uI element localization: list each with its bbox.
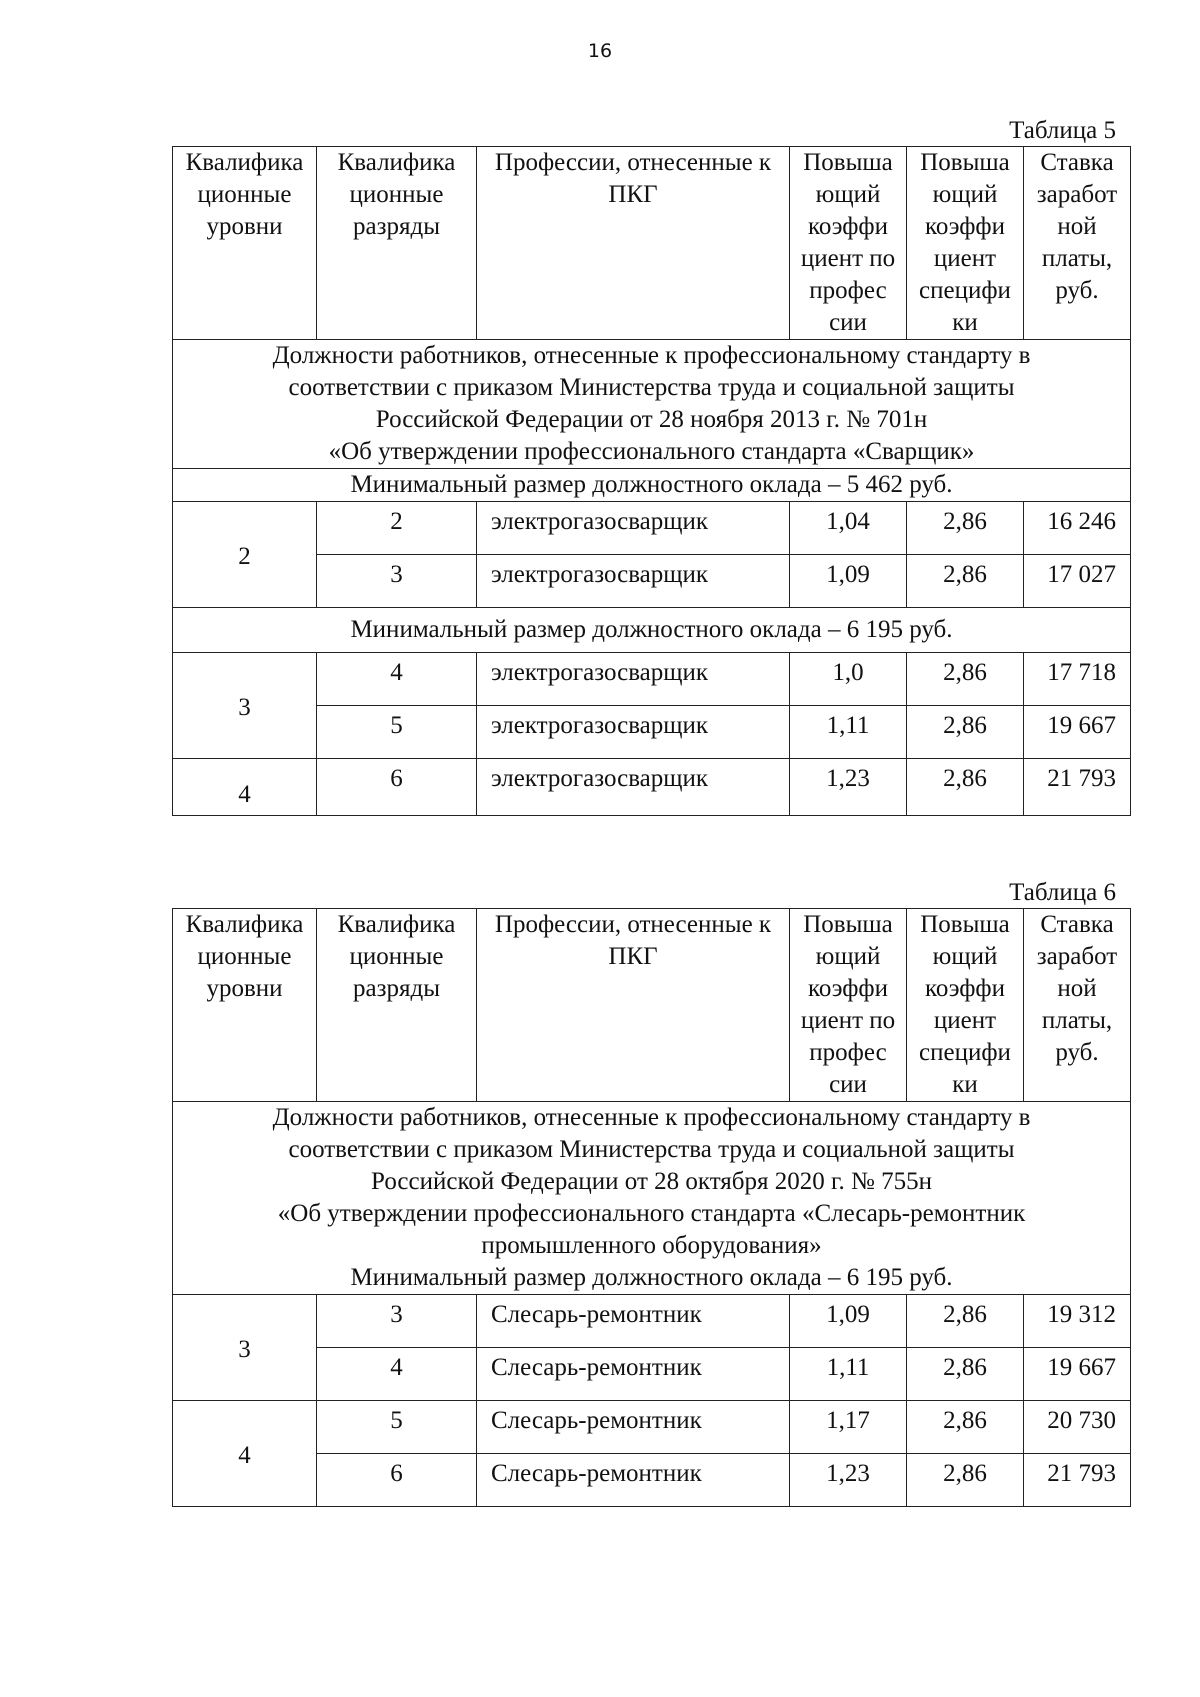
section-title — [173, 340, 1131, 469]
header-rate: Ставка заработ ной платы, руб. — [1024, 147, 1131, 340]
section-line: Российской Федерации от 28 ноября 2013 г. № 701н — [375, 406, 928, 433]
profession-cell: Слесарь-ремонтник — [477, 1454, 790, 1507]
coef-specifics-cell: 2,86 — [907, 1348, 1024, 1401]
table-row — [173, 759, 1131, 816]
coef-profession-cell: 1,09 — [790, 1295, 907, 1348]
level-cell: 3 — [173, 653, 317, 759]
table-row — [173, 1295, 1131, 1348]
header-coef-profession: Повыша ющий коэффи циент по профес сии — [790, 909, 907, 1102]
grade-cell: 3 — [317, 555, 477, 608]
section-line: Должности работников, отнесенные к профессиональному стандарту в — [272, 342, 1031, 369]
table-6-caption: Таблица 6 — [1009, 879, 1116, 906]
profession-cell: Слесарь-ремонтник — [477, 1401, 790, 1454]
header-coef-specifics: Повыша ющий коэффи циент специфи ки — [907, 909, 1024, 1102]
table-row — [173, 653, 1131, 706]
page-number: 16 — [587, 40, 613, 62]
section-line: соответствии с приказом Министерства труда и социальной защиты — [288, 1136, 1015, 1163]
header-grades: Квалифика ционные разряды — [317, 909, 477, 1102]
grade-cell: 2 — [317, 502, 477, 555]
coef-specifics-cell: 2,86 — [907, 1454, 1024, 1507]
rate-cell: 16 246 — [1024, 502, 1131, 555]
rate-cell: 17 718 — [1024, 653, 1131, 706]
level-cell: 4 — [173, 759, 317, 816]
table-header-row — [173, 147, 1131, 340]
rate-cell: 20 730 — [1024, 1401, 1131, 1454]
table-row — [173, 1401, 1131, 1454]
table-header-row — [173, 909, 1131, 1102]
table-row — [173, 706, 1131, 759]
coef-specifics-cell: 2,86 — [907, 502, 1024, 555]
min-salary-text: Минимальный размер должностного оклада – 6 195 руб. — [173, 608, 1131, 653]
grade-cell: 5 — [317, 706, 477, 759]
coef-profession-cell: 1,11 — [790, 1348, 907, 1401]
table-6-container — [172, 878, 1130, 1507]
min-salary-row — [173, 469, 1131, 502]
grade-cell: 3 — [317, 1295, 477, 1348]
coef-profession-cell: 1,17 — [790, 1401, 907, 1454]
section-line: промышленного оборудования» — [481, 1232, 822, 1259]
grade-cell: 5 — [317, 1401, 477, 1454]
coef-specifics-cell: 2,86 — [907, 1401, 1024, 1454]
rate-cell: 17 027 — [1024, 555, 1131, 608]
section-line: Российской Федерации от 28 октября 2020 г. № 755н — [371, 1168, 932, 1195]
profession-cell: Слесарь-ремонтник — [477, 1295, 790, 1348]
rate-cell: 19 667 — [1024, 706, 1131, 759]
rate-cell: 19 312 — [1024, 1295, 1131, 1348]
level-cell: 2 — [173, 502, 317, 608]
table-5-container — [172, 116, 1130, 816]
table-row — [173, 555, 1131, 608]
min-salary-row — [173, 608, 1131, 653]
header-professions: Профессии, отнесенные к ПКГ — [477, 147, 790, 340]
header-levels: Квалифика ционные уровни — [173, 147, 317, 340]
coef-profession-cell: 1,23 — [790, 1454, 907, 1507]
section-line: «Об утверждении профессионального стандарта «Слесарь-ремонтник — [277, 1200, 1026, 1227]
section-line: Должности работников, отнесенные к профессиональному стандарту в — [272, 1104, 1031, 1131]
header-levels: Квалифика ционные уровни — [173, 909, 317, 1102]
coef-specifics-cell: 2,86 — [907, 706, 1024, 759]
profession-cell: электрогазосварщик — [477, 653, 790, 706]
profession-cell: Слесарь-ремонтник — [477, 1348, 790, 1401]
table-row — [173, 1348, 1131, 1401]
grade-cell: 4 — [317, 1348, 477, 1401]
header-professions: Профессии, отнесенные к ПКГ — [477, 909, 790, 1102]
level-cell: 3 — [173, 1295, 317, 1401]
coef-profession-cell: 1,11 — [790, 706, 907, 759]
section-row — [173, 1102, 1131, 1295]
coef-profession-cell: 1,04 — [790, 502, 907, 555]
coef-specifics-cell: 2,86 — [907, 653, 1024, 706]
profession-cell: электрогазосварщик — [477, 502, 790, 555]
table-row — [173, 1454, 1131, 1507]
coef-profession-cell: 1,23 — [790, 759, 907, 816]
grade-cell: 6 — [317, 1454, 477, 1507]
coef-specifics-cell: 2,86 — [907, 1295, 1024, 1348]
rate-cell: 19 667 — [1024, 1348, 1131, 1401]
section-line: «Об утверждении профессионального стандарта «Сварщик» — [328, 438, 975, 465]
grade-cell: 6 — [317, 759, 477, 816]
section-row — [173, 340, 1131, 469]
section-title — [173, 1102, 1131, 1295]
min-salary-text: Минимальный размер должностного оклада – 5 462 руб. — [173, 469, 1131, 502]
table-6 — [172, 908, 1131, 1507]
header-grades: Квалифика ционные разряды — [317, 147, 477, 340]
min-salary-text: Минимальный размер должностного оклада – 6 195 руб. — [350, 1264, 953, 1291]
level-cell: 4 — [173, 1401, 317, 1507]
header-rate: Ставка заработ ной платы, руб. — [1024, 909, 1131, 1102]
coef-profession-cell: 1,0 — [790, 653, 907, 706]
profession-cell: электрогазосварщик — [477, 759, 790, 816]
table-5 — [172, 146, 1131, 816]
section-line: соответствии с приказом Министерства труда и социальной защиты — [288, 374, 1015, 401]
header-coef-profession: Повыша ющий коэффи циент по профес сии — [790, 147, 907, 340]
profession-cell: электрогазосварщик — [477, 706, 790, 759]
profession-cell: электрогазосварщик — [477, 555, 790, 608]
coef-specifics-cell: 2,86 — [907, 759, 1024, 816]
header-coef-specifics: Повыша ющий коэффи циент специфи ки — [907, 147, 1024, 340]
grade-cell: 4 — [317, 653, 477, 706]
table-row — [173, 502, 1131, 555]
rate-cell: 21 793 — [1024, 759, 1131, 816]
table-5-caption: Таблица 5 — [1009, 117, 1116, 144]
rate-cell: 21 793 — [1024, 1454, 1131, 1507]
coef-profession-cell: 1,09 — [790, 555, 907, 608]
coef-specifics-cell: 2,86 — [907, 555, 1024, 608]
